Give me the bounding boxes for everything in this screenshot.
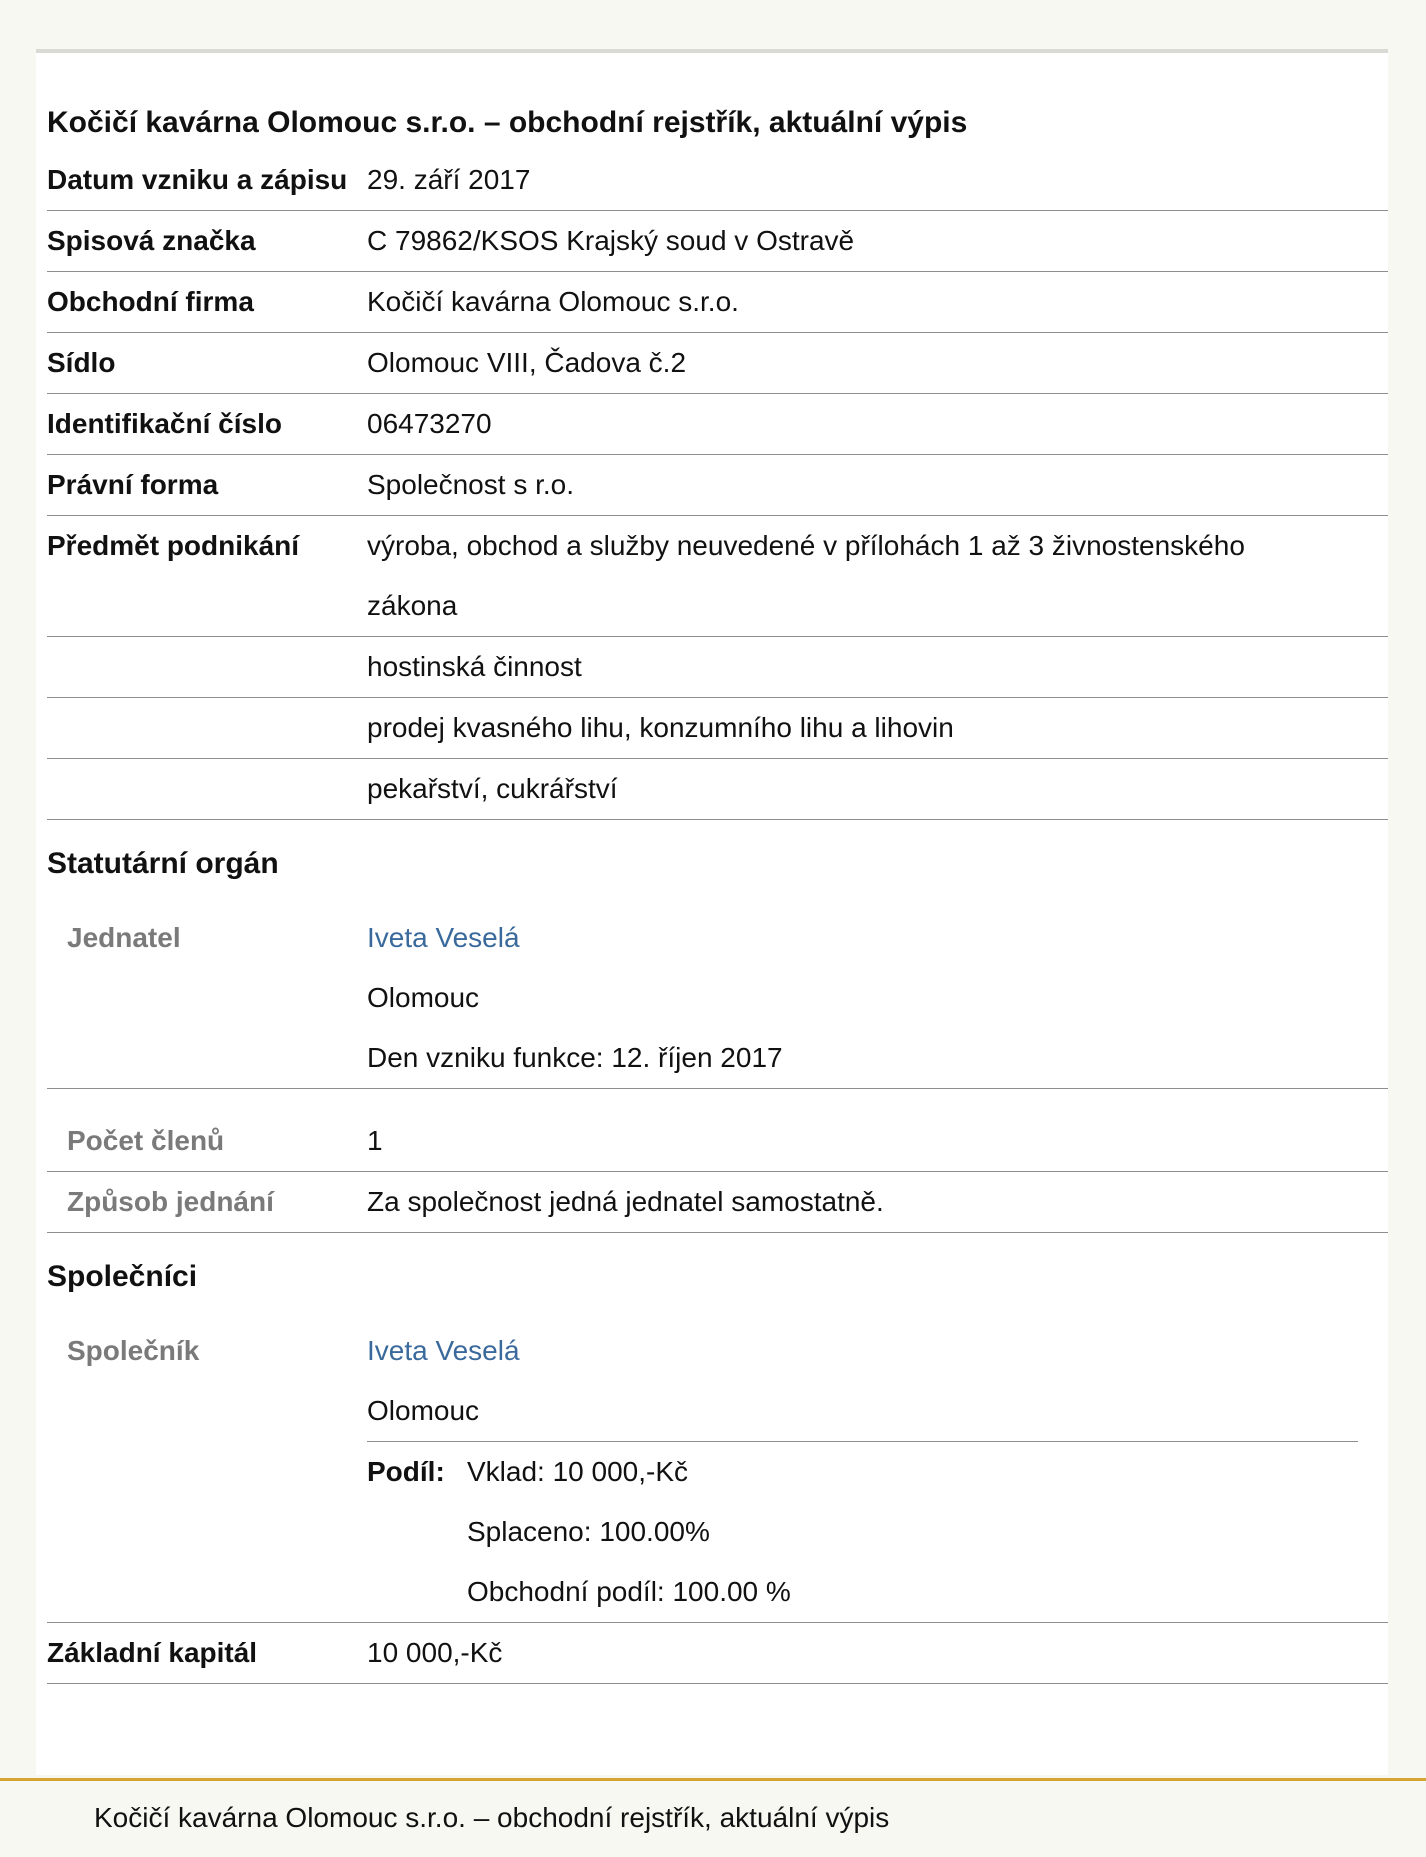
row-value: Kočičí kavárna Olomouc s.r.o.	[367, 286, 739, 317]
section-heading-spolecnici: Společníci	[47, 1260, 198, 1293]
row-label: Sídlo	[47, 347, 116, 378]
row-label: Způsob jednání	[67, 1186, 274, 1217]
row-label: Základní kapitál	[47, 1637, 258, 1668]
section-heading-statutarni: Statutární orgán	[47, 847, 279, 880]
row-value: 1	[367, 1125, 383, 1156]
spolecnik-name-link[interactable]: Iveta Veselá	[367, 1335, 520, 1366]
row-label: Jednatel	[67, 922, 181, 953]
row-label-empty	[47, 698, 367, 758]
jednatel-name-link[interactable]: Iveta Veselá	[367, 922, 520, 953]
row-value	[367, 1321, 1388, 1622]
row-obchodni-firma	[47, 272, 1388, 333]
spolecnik-city: Olomouc	[367, 1395, 480, 1426]
row-spolecnik	[47, 1321, 1388, 1623]
row-spisova-znacka	[47, 211, 1388, 272]
row-value: C 79862/KSOS Krajský soud v Ostravě	[367, 225, 855, 256]
row-predmet-item	[47, 698, 1388, 759]
row-value	[367, 908, 1388, 1088]
share-splaceno: Splaceno: 100.00%	[467, 1516, 710, 1547]
row-label-empty	[47, 759, 367, 819]
row-value: pekařství, cukrářství	[367, 773, 618, 804]
row-label: Počet členů	[67, 1125, 225, 1156]
row-predmet-item	[47, 637, 1388, 698]
row-label-empty	[47, 637, 367, 697]
row-value: 10 000,-Kč	[367, 1637, 503, 1668]
row-value: prodej kvasného lihu, konzumního lihu a lihovin	[367, 712, 954, 743]
row-label: Spisová značka	[47, 225, 256, 256]
row-label: Právní forma	[47, 469, 219, 500]
jednatel-city: Olomouc	[367, 982, 480, 1013]
row-value: 29. září 2017	[367, 164, 531, 195]
row-value: Olomouc VIII, Čadova č.2	[367, 347, 687, 378]
row-value: výroba, obchod a služby neuvedené v přílohách 1 až 3 živnostenského zákona	[367, 530, 1245, 621]
row-predmet-item	[47, 759, 1388, 820]
share-label: Podíl:	[367, 1456, 445, 1487]
row-label: Identifikační číslo	[47, 408, 282, 439]
page-title: Kočičí kavárna Olomouc s.r.o. – obchodní rejstřík, aktuální výpis	[47, 106, 968, 139]
row-value: 06473270	[367, 408, 492, 439]
jednatel-den-vzniku: Den vzniku funkce: 12. říjen 2017	[367, 1042, 783, 1073]
row-label: Společník	[67, 1335, 200, 1366]
register-table	[47, 150, 1388, 1684]
register-extract-card	[36, 49, 1388, 1775]
row-predmet-podnikani	[47, 516, 1388, 637]
row-value: Společnost s r.o.	[367, 469, 575, 500]
footer-title: Kočičí kavárna Olomouc s.r.o. – obchodní rejstřík, aktuální výpis	[94, 1802, 890, 1833]
row-zakladni-kapital	[47, 1623, 1388, 1684]
footer-bar	[0, 1778, 1426, 1857]
share-block	[367, 1441, 1358, 1622]
row-zpusob-jednani	[47, 1172, 1388, 1233]
row-datum-vzniku	[47, 150, 1388, 211]
row-label: Obchodní firma	[47, 286, 254, 317]
row-value: hostinská činnost	[367, 651, 582, 682]
share-details	[467, 1442, 791, 1622]
row-ico	[47, 394, 1388, 455]
share-obchodni-podil: Obchodní podíl: 100.00 %	[467, 1576, 791, 1607]
row-pravni-forma	[47, 455, 1388, 516]
row-jednatel	[47, 908, 1388, 1089]
share-vklad: Vklad: 10 000,-Kč	[467, 1456, 689, 1487]
row-sidlo	[47, 333, 1388, 394]
row-label: Datum vzniku a zápisu	[47, 164, 348, 195]
row-value: Za společnost jedná jednatel samostatně.	[367, 1186, 884, 1217]
row-label: Předmět podnikání	[47, 530, 300, 561]
row-pocet-clenu	[47, 1089, 1388, 1172]
